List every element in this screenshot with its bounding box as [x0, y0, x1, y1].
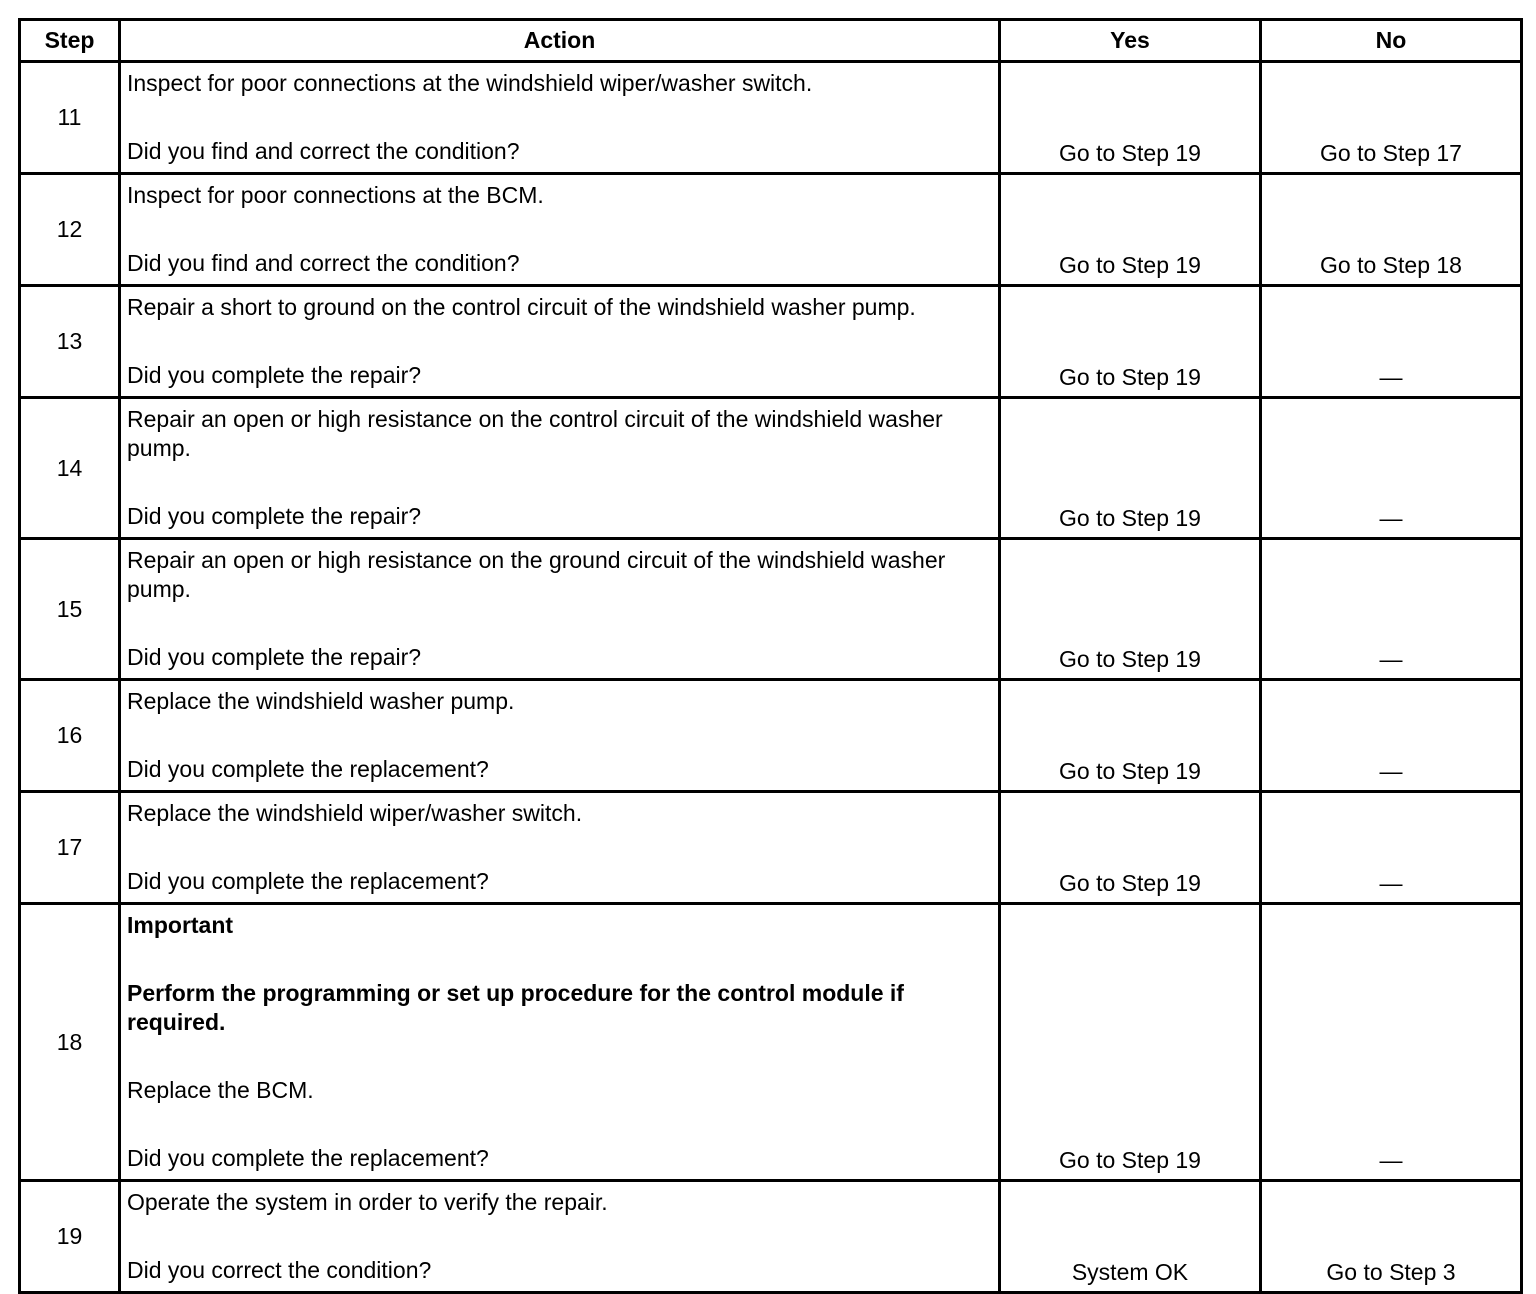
action-cell	[120, 398, 1000, 539]
table-row	[20, 286, 1522, 398]
action-question: Did you complete the replacement?	[127, 868, 489, 894]
no-result: —	[1261, 539, 1522, 680]
action-question: Did you complete the replacement?	[127, 756, 489, 782]
step-number: 11	[20, 62, 120, 174]
table-row	[20, 174, 1522, 286]
diagnostic-table	[18, 18, 1523, 1294]
action-text: Inspect for poor connections at the windshield wiper/washer switch.	[127, 70, 813, 96]
table-row	[20, 398, 1522, 539]
action-text: Replace the BCM.	[127, 1077, 314, 1103]
action-text: Replace the windshield wiper/washer switch.	[127, 800, 583, 826]
action-text: Operate the system in order to verify the repair.	[127, 1189, 608, 1215]
action-question: Did you find and correct the condition?	[127, 250, 520, 276]
action-cell	[120, 174, 1000, 286]
table-row	[20, 680, 1522, 792]
action-question: Did you complete the repair?	[127, 644, 422, 670]
yes-result: Go to Step 19	[1000, 398, 1261, 539]
yes-result: Go to Step 19	[1000, 62, 1261, 174]
table-row	[20, 904, 1522, 1181]
action-text: Repair a short to ground on the control circuit of the windshield washer pump.	[127, 294, 916, 320]
no-result: —	[1261, 680, 1522, 792]
action-text: Repair an open or high resistance on the control circuit of the windshield washer pump.	[127, 406, 943, 461]
action-question: Did you correct the condition?	[127, 1257, 432, 1283]
important-note: Perform the programming or set up procedure for the control module if required.	[127, 980, 904, 1035]
step-number: 16	[20, 680, 120, 792]
no-result: —	[1261, 398, 1522, 539]
yes-result: System OK	[1000, 1181, 1261, 1293]
important-heading: Important	[127, 912, 234, 938]
step-number: 12	[20, 174, 120, 286]
action-question: Did you complete the repair?	[127, 362, 422, 388]
header-no: No	[1261, 20, 1522, 62]
action-text: Inspect for poor connections at the BCM.	[127, 182, 544, 208]
action-question: Did you complete the replacement?	[127, 1145, 489, 1171]
yes-result: Go to Step 19	[1000, 680, 1261, 792]
yes-result: Go to Step 19	[1000, 904, 1261, 1181]
table-row	[20, 62, 1522, 174]
no-result: Go to Step 18	[1261, 174, 1522, 286]
table-row	[20, 792, 1522, 904]
yes-result: Go to Step 19	[1000, 539, 1261, 680]
step-number: 13	[20, 286, 120, 398]
yes-result: Go to Step 19	[1000, 792, 1261, 904]
step-number: 17	[20, 792, 120, 904]
action-cell	[120, 1181, 1000, 1293]
no-result: —	[1261, 286, 1522, 398]
action-cell	[120, 539, 1000, 680]
step-number: 14	[20, 398, 120, 539]
no-result: —	[1261, 792, 1522, 904]
action-cell	[120, 792, 1000, 904]
header-yes: Yes	[1000, 20, 1261, 62]
header-row	[20, 20, 1522, 62]
header-action: Action	[120, 20, 1000, 62]
step-number: 19	[20, 1181, 120, 1293]
step-number: 18	[20, 904, 120, 1181]
action-question: Did you find and correct the condition?	[127, 138, 520, 164]
action-text: Replace the windshield washer pump.	[127, 688, 515, 714]
no-result: Go to Step 3	[1261, 1181, 1522, 1293]
action-cell	[120, 680, 1000, 792]
yes-result: Go to Step 19	[1000, 174, 1261, 286]
no-result: Go to Step 17	[1261, 62, 1522, 174]
no-result: —	[1261, 904, 1522, 1181]
action-cell	[120, 62, 1000, 174]
yes-result: Go to Step 19	[1000, 286, 1261, 398]
action-text: Repair an open or high resistance on the ground circuit of the windshield washer pump.	[127, 547, 946, 602]
action-question: Did you complete the repair?	[127, 503, 422, 529]
action-cell	[120, 904, 1000, 1181]
header-step: Step	[20, 20, 120, 62]
step-number: 15	[20, 539, 120, 680]
table-row	[20, 539, 1522, 680]
table-row	[20, 1181, 1522, 1293]
action-cell	[120, 286, 1000, 398]
